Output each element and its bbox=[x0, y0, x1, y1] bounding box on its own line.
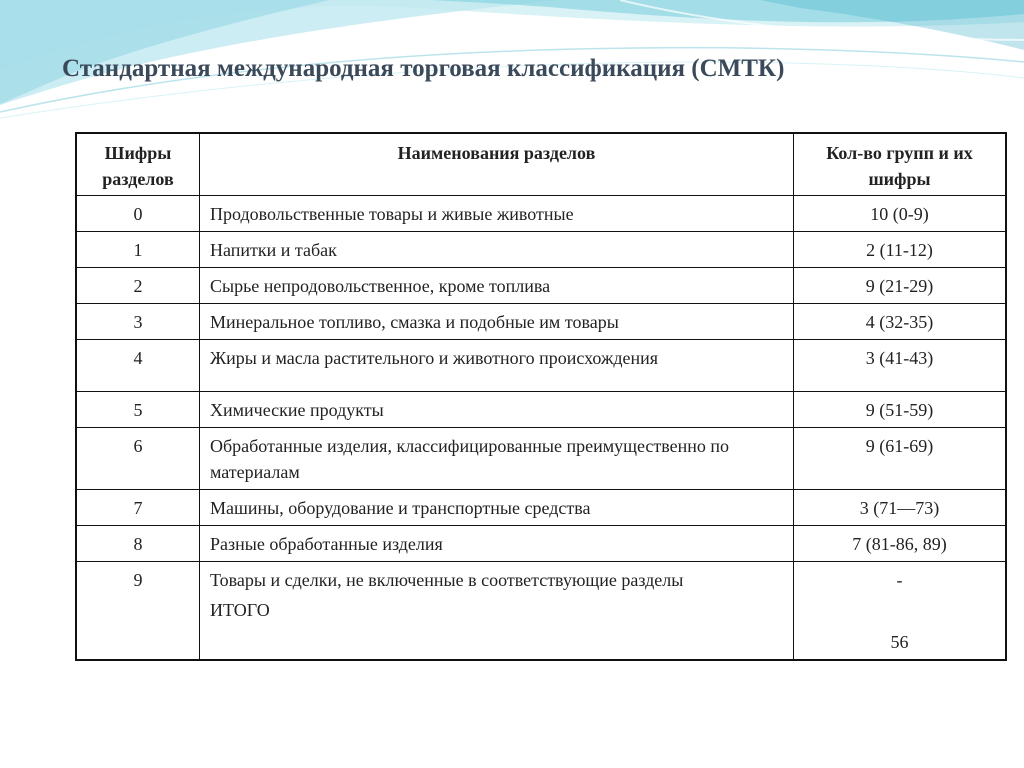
row-code: 0 bbox=[77, 196, 200, 232]
row-code: 3 bbox=[77, 304, 200, 340]
row-code: 9 bbox=[77, 562, 200, 660]
smtk-table bbox=[76, 133, 1006, 660]
row-count: 3 (71—73) bbox=[794, 490, 1006, 526]
total-label: ИТОГО bbox=[210, 600, 270, 620]
row-count: 9 (21-29) bbox=[794, 268, 1006, 304]
row-code: 1 bbox=[77, 232, 200, 268]
row-name: Сырье непродовольственное, кроме топлива bbox=[200, 268, 794, 304]
row-name: Минеральное топливо, смазка и подобные им товары bbox=[200, 304, 794, 340]
row-name: Товары и сделки, не включенные в соответствующие разделы bbox=[210, 570, 684, 590]
table-row bbox=[77, 562, 1006, 660]
row-count: 2 (11-12) bbox=[794, 232, 1006, 268]
row-code: 4 bbox=[77, 340, 200, 392]
total-value: 56 bbox=[890, 632, 909, 652]
table-header-row bbox=[77, 134, 1006, 196]
slide-title: Стандартная международная торговая классификация (СМТК) bbox=[62, 55, 785, 82]
table-row bbox=[77, 340, 1006, 392]
row-count-with-total bbox=[794, 562, 1006, 660]
row-count: 9 (61-69) bbox=[794, 428, 1006, 490]
table-row bbox=[77, 196, 1006, 232]
table-row bbox=[77, 526, 1006, 562]
header-code: Шифры разделов bbox=[77, 134, 200, 196]
row-name: Машины, оборудование и транспортные средства bbox=[200, 490, 794, 526]
row-code: 2 bbox=[77, 268, 200, 304]
row-code: 8 bbox=[77, 526, 200, 562]
row-name-with-total bbox=[200, 562, 794, 660]
table-row bbox=[77, 268, 1006, 304]
header-count: Кол-во групп и их шифры bbox=[794, 134, 1006, 196]
row-count: - bbox=[896, 570, 903, 590]
row-count: 4 (32-35) bbox=[794, 304, 1006, 340]
row-code: 5 bbox=[77, 392, 200, 428]
row-name: Химические продукты bbox=[200, 392, 794, 428]
row-name: Разные обработанные изделия bbox=[200, 526, 794, 562]
row-name: Обработанные изделия, классифицированные преимущественно по материалам bbox=[200, 428, 794, 490]
header-name: Наименования разделов bbox=[200, 134, 794, 196]
row-count: 9 (51-59) bbox=[794, 392, 1006, 428]
table-row bbox=[77, 428, 1006, 490]
row-code: 7 bbox=[77, 490, 200, 526]
table-row bbox=[77, 304, 1006, 340]
row-count: 7 (81-86, 89) bbox=[794, 526, 1006, 562]
row-name: Жиры и масла растительного и животного происхождения bbox=[200, 340, 794, 392]
row-code: 6 bbox=[77, 428, 200, 490]
row-name: Напитки и табак bbox=[200, 232, 794, 268]
table-row bbox=[77, 392, 1006, 428]
row-count: 3 (41-43) bbox=[794, 340, 1006, 392]
table-row bbox=[77, 232, 1006, 268]
row-count: 10 (0-9) bbox=[794, 196, 1006, 232]
table-row bbox=[77, 490, 1006, 526]
row-name: Продовольственные товары и живые животные bbox=[200, 196, 794, 232]
